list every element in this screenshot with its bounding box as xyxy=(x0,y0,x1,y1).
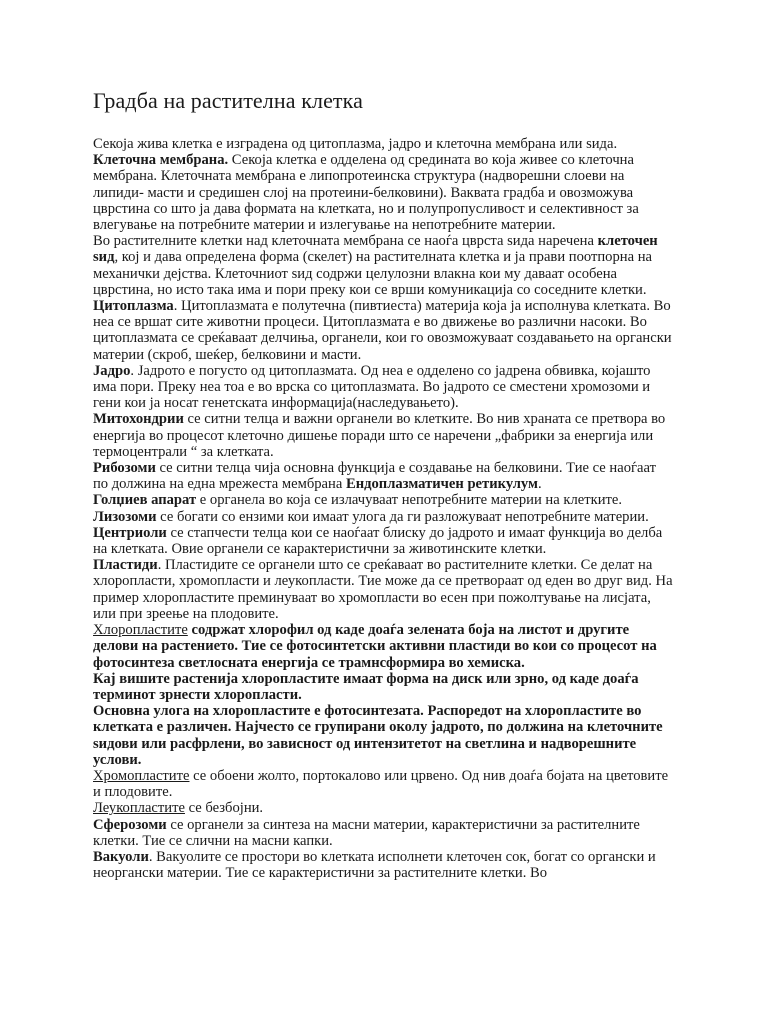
text-run: . Вакуолите се простори во клетката исполнети клеточен сок, богат со органски и неоргански материи. Тие се карактеристични за растителните клетки. Во xyxy=(93,848,656,882)
bold-text: Кај вишите растенија хлоропластите имаат форма на диск или зрно, од каде доаѓа терминот зрнести хлоропласти. xyxy=(93,670,639,703)
paragraph xyxy=(93,817,673,849)
paragraph xyxy=(93,492,673,508)
text-run: се обоени жолто, портокалово или црвено. Од нив доаѓа бојата на цветовите и плодовите. xyxy=(93,767,669,801)
text-run: се богати со ензими кои имаат улога да ги разложуваат непотребните материи. xyxy=(156,508,649,525)
paragraph xyxy=(93,525,673,557)
text-run: , кој и дава определена форма (скелет) на растителната клетка и ја прави поотпорна на механички дејства. Клеточниот ѕид содржи целулозни влакна кои му даваат особена цврстина, но исто така има и пори преку кои се врши комуникација со соседните клетки. xyxy=(93,249,652,298)
text-run: се ситни телца и важни органели во клетките. Во нив храната се претвора во енергија во процесот клеточно дишење поради што се наречени „фабрики за енергија или термоцентрали “ за клетката. xyxy=(93,411,666,460)
bold-text: Лизозоми xyxy=(93,508,157,525)
text-run: . xyxy=(537,476,542,493)
bold-text: содржат хлорофил од каде доаѓа зелената боја на листот и другите делови на растението. Тие се фотосинтетски активни пластиди во кои со процесот на фотосинтеза светлосната енергија се трамнсформира во хемиска. xyxy=(93,622,657,671)
bold-text: Центриоли xyxy=(93,524,167,541)
paragraph xyxy=(93,849,673,881)
bold-text: Јадро xyxy=(93,362,131,379)
paragraph xyxy=(93,136,673,152)
paragraph xyxy=(93,509,673,525)
text-run: е органела во која се излачуваат непотребните материи на клетките. xyxy=(196,492,623,509)
bold-text: Митохондрии xyxy=(93,411,184,428)
text-run: се ситни телца чија основна функција е создавање на белковини. Тие се наоѓаат по должина на една мрежеста мембрана xyxy=(93,460,656,493)
paragraph xyxy=(93,703,673,768)
text-run: Секоја клетка е одделена од средината во која живее со клеточна мембрана. Клеточната мембрана е липопротеинска структура (надворешни слоеви на липиди- масти и средишен слој на протеини-белковини). Ваквата градба и овозможува цврстина со што ја дава формата на клетката, но и полупропусливост и селективност за влегување на потребните материи и излегување на непотребните материи. xyxy=(93,152,639,234)
bold-text: Клеточна мембрана. xyxy=(93,152,229,169)
text-run: се органели за синтеза на масни материи, карактеристични за растителните клетки. Тие се слични на масни капки. xyxy=(93,816,640,849)
text-run: . Пластидите се органели што се среќаваат во растителните клетки. Се делат на хлоропласти, хромопласти и леукопласти. Тие може да се претвораат од еден во друг вид. На пример хлоропластите преминуваат во хромопласти во есен при пожолтување на лисјата, или при зреење на плодовите. xyxy=(93,557,673,622)
bold-text: Рибозоми xyxy=(93,460,156,477)
paragraph xyxy=(93,557,673,622)
document-page xyxy=(93,88,673,881)
page-title: Градба на растителна клетка xyxy=(93,88,363,113)
text-run: се безбојни. xyxy=(184,800,264,817)
paragraph xyxy=(93,768,673,800)
bold-text: Ендоплазматичен ретикулум xyxy=(345,476,538,493)
paragraph xyxy=(93,671,673,703)
text-run: Во растителните клетки над клеточната мембрана се наоѓа цврста ѕида наречена xyxy=(93,233,598,250)
document-body xyxy=(93,136,673,881)
text-run: . Цитоплазмата е полутечна (пивтиеста) материја која ја исполнува клетката. Во неа се вршат сите животни процеси. Цитоплазмата е во движење во различни насоки. Во цитоплазмата се среќаваат делчиња, органели, кои го овозможуваат создавањето на органски материи (скроб, шеќер, белковини и масти. xyxy=(93,298,672,363)
bold-text: Вакуоли xyxy=(93,848,149,865)
text-run: . Јадрото е погусто од цитоплазмата. Од неа е одделено со јадрена обвивка, којашто има пори. Преку неа тоа е во врска со цитоплазмата. Во јадрото се сместени хромозоми и гени кои ја носат генетската информација(наследувањето). xyxy=(93,362,651,412)
underlined-text: Хромопластите xyxy=(93,767,190,784)
paragraph xyxy=(93,800,673,816)
paragraph xyxy=(93,363,673,412)
bold-text: Сферозоми xyxy=(93,816,167,833)
bold-text: клеточен ѕид xyxy=(93,233,658,266)
bold-text: Основна улога на хлоропластите е фотосинтезата. Распоредот на хлоропластите во клетката е различен. Најчесто се групирани околу јадрото, по должина на клеточните ѕидови или расфрлени, во зависност од интензитетот на светлина и надворешните услови. xyxy=(93,703,663,768)
text-run: се стапчести телца кои се наоѓаат блиску до јадрото и имаат функција во делба на клетката. Овие органели се карактеристични за животинските клетки. xyxy=(93,524,663,558)
underlined-text: Хлоропластите xyxy=(93,622,188,639)
bold-text: Пластиди xyxy=(93,557,158,574)
paragraph xyxy=(93,233,673,298)
underlined-text: Леукопластите xyxy=(93,800,185,817)
paragraph xyxy=(93,411,673,460)
paragraph xyxy=(93,298,673,363)
text-run: Секоја жива клетка е изградена од цитоплазма, јадро и клеточна мембрана или ѕида. xyxy=(93,136,618,152)
bold-text: Цитоплазма xyxy=(93,298,174,315)
paragraph xyxy=(93,622,673,671)
paragraph xyxy=(93,152,673,233)
paragraph xyxy=(93,460,673,492)
bold-text: Голџиев апарат xyxy=(93,492,197,509)
